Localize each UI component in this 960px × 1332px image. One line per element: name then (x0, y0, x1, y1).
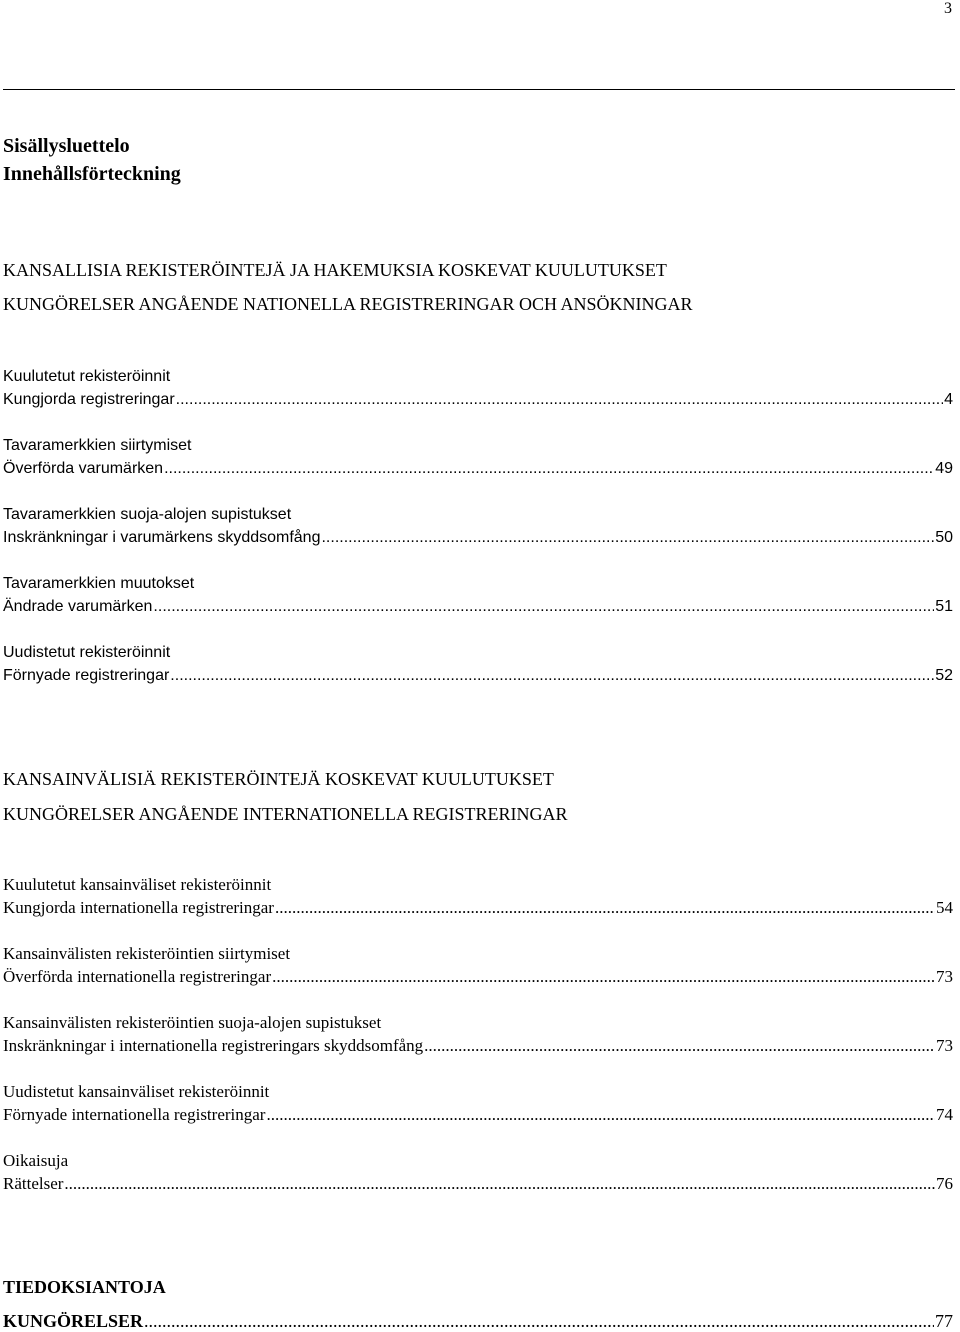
dot-leader (144, 1310, 934, 1332)
toc-entry-page: 51 (935, 598, 953, 615)
toc-entry-fi: Uudistetut kansainväliset rekisteröinnit (3, 1082, 270, 1101)
toc-entry-fi: Uudistetut rekisteröinnit (3, 644, 171, 661)
toc-entry[interactable] (3, 641, 953, 687)
dot-leader (424, 1034, 935, 1057)
toc-entry-page: 4 (944, 391, 953, 408)
toc-entry[interactable] (3, 434, 953, 480)
dot-leader (176, 388, 943, 411)
toc-entry[interactable] (3, 365, 953, 411)
dot-leader (153, 595, 934, 618)
toc-entry-sv: Förnyade registreringar (3, 667, 170, 684)
toc-entry-sv: Ändrade varumärken (3, 598, 153, 615)
toc-entry-fi: Kuulutetut kansainväliset rekisteröinnit (3, 875, 272, 894)
international-heading-sv: KUNGÖRELSER ANGÅENDE INTERNATIONELLA REGISTRERINGAR (3, 804, 568, 824)
dot-leader (64, 1172, 935, 1195)
national-entries (3, 365, 953, 710)
toc-entry-fi: Tavaramerkkien muutokset (3, 575, 195, 592)
national-heading-fi: KANSALLISIA REKISTERÖINTEJÄ JA HAKEMUKSIA KOSKEVAT KUULUTUKSET (3, 260, 667, 280)
notices-heading-sv: KUNGÖRELSER (3, 1311, 144, 1331)
toc-entry-page: 76 (936, 1174, 953, 1193)
toc-entry-page: 74 (936, 1105, 953, 1124)
toc-entry-sv: Inskränkningar i internationella registreringars skyddsomfång (3, 1036, 424, 1055)
dot-leader (275, 896, 935, 919)
toc-entry-page: 73 (936, 967, 953, 986)
toc-entry-sv: Överförda varumärken (3, 460, 164, 477)
toc-entry[interactable] (3, 503, 953, 549)
toc-entry-fi: Tavaramerkkien siirtymiset (3, 437, 192, 454)
dot-leader (164, 457, 934, 480)
toc-entry-page: 54 (936, 898, 953, 917)
toc-entry-fi: Kansainvälisten rekisteröintien suoja-alojen supistukset (3, 1013, 382, 1032)
toc-entry[interactable] (3, 1011, 953, 1057)
notices-entry[interactable] (3, 1276, 953, 1332)
toc-entry[interactable] (3, 572, 953, 618)
toc-entry-fi: Kansainvälisten rekisteröintien siirtymiset (3, 944, 291, 963)
international-entries (3, 873, 953, 1218)
toc-entry-page: 50 (935, 529, 953, 546)
toc-entry-sv: Förnyade internationella registreringar (3, 1105, 266, 1124)
toc-entry[interactable] (3, 1149, 953, 1195)
notices-page: 77 (935, 1311, 953, 1331)
toc-entry-page: 52 (935, 667, 953, 684)
toc-entry-fi: Kuulutetut rekisteröinnit (3, 368, 171, 385)
toc-entry-sv: Inskränkningar i varumärkens skyddsomfång (3, 529, 321, 546)
toc-title (3, 132, 181, 188)
toc-entry-fi: Oikaisuja (3, 1151, 69, 1170)
toc-entry-sv: Kungjorda registreringar (3, 391, 175, 408)
toc-entry[interactable] (3, 942, 953, 988)
dot-leader (272, 965, 935, 988)
toc-entry-sv: Överförda internationella registreringar (3, 967, 272, 986)
national-heading-sv: KUNGÖRELSER ANGÅENDE NATIONELLA REGISTRERINGAR OCH ANSÖKNINGAR (3, 294, 693, 314)
toc-entry-page: 49 (935, 460, 953, 477)
dot-leader (321, 526, 934, 549)
toc-entry-sv: Kungjorda internationella registreringar (3, 898, 274, 917)
dot-leader (170, 664, 934, 687)
international-heading-fi: KANSAINVÄLISIÄ REKISTERÖINTEJÄ KOSKEVAT KUULUTUKSET (3, 769, 554, 789)
toc-title-sv: Innehållsförteckning (3, 163, 181, 185)
dot-leader (266, 1103, 935, 1126)
header-rule (3, 89, 955, 90)
toc-entry-sv: Rättelser (3, 1174, 64, 1193)
toc-title-fi: Sisällysluettelo (3, 135, 130, 157)
toc-entry[interactable] (3, 1080, 953, 1126)
toc-entry[interactable] (3, 873, 953, 919)
notices-heading-fi: TIEDOKSIANTOJA (3, 1277, 166, 1297)
toc-entry-page: 73 (936, 1036, 953, 1055)
toc-entry-fi: Tavaramerkkien suoja-alojen supistukset (3, 506, 292, 523)
page-number: 3 (944, 0, 952, 17)
